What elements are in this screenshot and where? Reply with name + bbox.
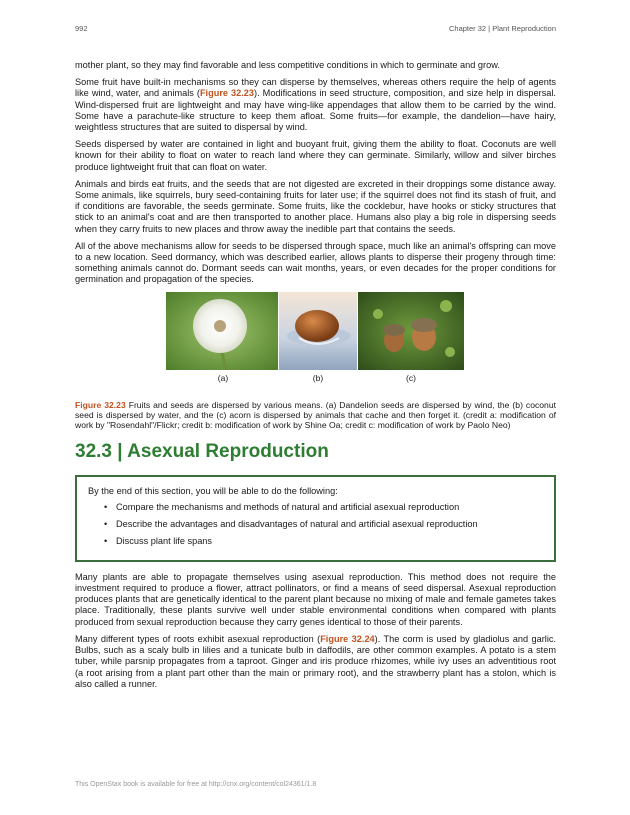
- acorn-photo: [358, 292, 464, 370]
- section-heading: [75, 441, 556, 463]
- figure-caption: [75, 400, 556, 431]
- paragraph: All of the above mechanisms allow for seeds to be dispersed through space, much like an animal's offspring can move to a new location. Seed dormancy, which was described earlier, allows plants to disperse their progeny through time: something animals cannot do. Dormant seeds can wait months, years, or even decades for the proper conditions for germination and propagation of the species.: [75, 240, 556, 285]
- learning-objectives-box: [75, 475, 556, 562]
- page-number: 992: [75, 24, 88, 33]
- page-footer: This OpenStax book is available for free at http://cnx.org/content/col24361/1.8: [75, 781, 317, 788]
- paragraph: Seeds dispersed by water are contained in light and buoyant fruit, giving them the ability to float. Coconuts are well known for their ability to float on water to reach land where they can germinate. Similarly, willow and silver birches produce lightweight fruit that can float on water.: [75, 139, 556, 172]
- bullet-icon: •: [104, 518, 108, 529]
- figure-link[interactable]: Figure 32.24: [320, 633, 375, 644]
- paragraph-text: Some fruit have built-in mechanisms so they can disperse by themselves, whereas others require the help of agents like wind, water, and animals (: [75, 77, 556, 99]
- paragraph-text: Many different types of roots exhibit asexual reproduction (: [75, 633, 321, 644]
- paragraph: Many plants are able to propagate themselves using asexual reproduction. This method does not require the investment required to produce a flower, attract pollinators, or find a means of seed dispersal. Asexual reproduction produces plants that are genetically identical to the parent plant because no mixing of male and female gametes takes place. Traditionally, these plants survive well under stable environmental conditions when compared with plants produced from sexual reproduction because they carry genes identical to those of their parents.: [75, 571, 556, 627]
- dandelion-photo: [166, 292, 278, 370]
- paragraph-text: ). Modifications in seed structure, composition, and size help in dispersal. Wind-dispersed fruit are lightweight and may have wing-like appendages that allow them to be carried by the wind. Some have a parachute-like structure to keep them afloat. Some fruits—for example, the dandelion—have hairy, weightless structures that are suited to dispersal by wind.: [75, 88, 556, 133]
- objective-text: Compare the mechanisms and methods of natural and artificial asexual reproduction: [116, 501, 460, 512]
- page-content: [75, 60, 556, 696]
- chapter-title: Chapter 32 | Plant Reproduction: [448, 24, 556, 33]
- figure-32-23: [75, 292, 556, 400]
- objectives-intro: By the end of this section, you will be able to do the following:: [88, 485, 338, 496]
- figure-label-b: (b): [312, 372, 324, 383]
- section-number: 32.3: [75, 440, 112, 462]
- objective-text: Describe the advantages and disadvantages of natural and artificial asexual reproduction: [116, 518, 478, 529]
- paragraph: mother plant, so they may find favorable and less competitive conditions in which to germinate and grow.: [75, 60, 500, 70]
- caption-figure-ref: Figure 32.23: [75, 399, 126, 410]
- page-header: [75, 24, 556, 36]
- figure-label-c: (c): [406, 372, 416, 383]
- section-title: Asexual Reproduction: [127, 440, 329, 462]
- bullet-icon: •: [104, 535, 108, 546]
- figure-label-a: (a): [217, 372, 229, 383]
- objective-text: Discuss plant life spans: [116, 535, 213, 546]
- objectives-list: [88, 502, 543, 547]
- paragraph: Animals and birds eat fruits, and the seeds that are not digested are excreted in their droppings some distance away. Some animals, like squirrels, bury seed-containing fruits for later use; if the squirrel does not find its stash of fruit, and if conditions are favorable, the seeds germinate. Some fruits, like the cocklebur, have hooks or sticky structures that stick to an animal's coat and are then transported to another place. Humans also play a big role in dispersing seeds when they carry fruits to new places and throw away the inedible part that contains the seeds.: [75, 178, 556, 234]
- list-item: [104, 536, 543, 547]
- section-separator: |: [117, 440, 123, 462]
- bullet-icon: •: [104, 501, 108, 512]
- caption-text: Fruits and seeds are dispersed by various means. (a) Dandelion seeds are dispersed by wind, the (b) coconut seed is dispersed by water, and the (c) acorn is dispersed by animals that cache and then forget it. (credit a: modification of work by "Rosendahl"/Flickr; credit b: modification of work by Shine Oa; credit c: modification of work by Paolo Neo): [75, 399, 556, 431]
- figure-link[interactable]: Figure 32.23: [199, 88, 255, 99]
- paragraph: [75, 77, 556, 133]
- paragraph-text: ). The corm is used by gladiolus and garlic. Bulbs, such as a scaly bulb in lilies and a tunicate bulb in daffodils, are other common examples. A potato is a stem tuber, while parsnip propagates from a taproot. Ginger and iris produce rhizomes, while ivy uses an adventitious root (a root arising from a plant part other than the main or primary root), and the strawberry plant has a stolon, which is also called a runner.: [75, 633, 557, 689]
- paragraph: [75, 634, 556, 690]
- list-item: [104, 502, 543, 513]
- list-item: [104, 519, 543, 530]
- coconut-photo: [279, 292, 357, 370]
